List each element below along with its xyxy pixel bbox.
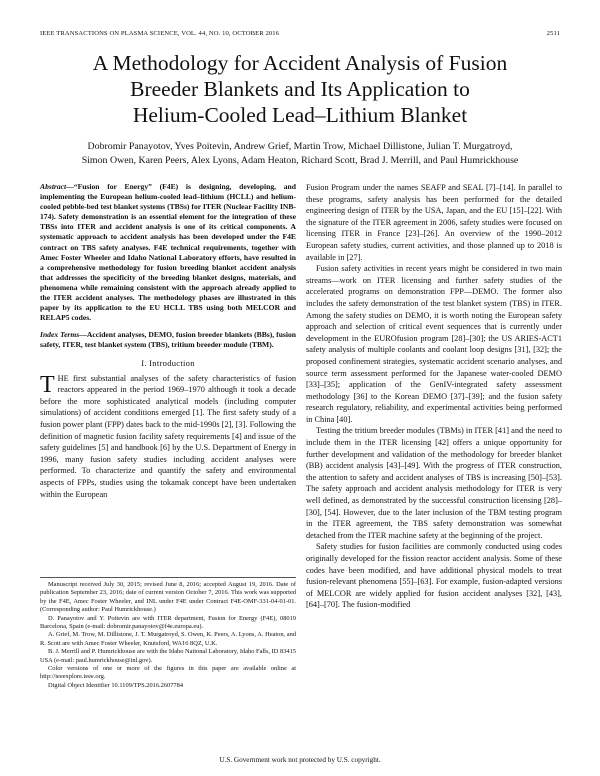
author-line: Simon Owen, Karen Peers, Alex Lyons, Adam Heaton, Richard Scott, Brad J. Merrill, and Paul Humrickhouse	[81, 154, 519, 166]
journal-name: IEEE TRANSACTIONS ON PLASMA SCIENCE, VOL. 44, NO. 10, OCTOBER 2016	[40, 30, 280, 37]
footnote: Digital Object Identifier 10.1109/TPS.2016.2607784	[48, 681, 184, 689]
footnote: Color versions of one or more of the figures in this paper are available online at http://ieeexplore.ieee.org.	[40, 665, 296, 681]
copyright-note: U.S. Government work not protected by U.S. copyright.	[219, 756, 381, 764]
index-terms-text: Accident analyses, DEMO, fusion breeder blankets (BBs), fusion safety, ITER, test blanket system (TBS), tritium breeder module (TBM).	[40, 330, 296, 350]
index-terms-label: Index Terms—	[40, 330, 87, 340]
footnotes	[40, 577, 296, 690]
body-paragraph: Testing the tritium breeder modules (TBMs) in ITER [41] and the need to include them in the ITER licensing [42] offers a unique opportunity for further development and validation of the methodology for breeder blanket (BB) accident analysis [43]–[49]. With the progress of ITER construction, the attention to safety and accident analyses of TBS is increasing [50]–[53]. The safety approach and accident analysis methodology for ITER is very well defined, as demonstrated by the successful construction licensing [28]–[30], [54]. However, due to the later inclusion of the TBM testing program in the ITER agreement, the TBS safety demonstration was somewhat detached from the ITER machine safety at the beginning of the project.	[306, 426, 562, 540]
abstract-label: Abstract—	[40, 182, 74, 191]
intro-paragraph	[40, 373, 296, 501]
paper-title	[40, 50, 560, 128]
section-heading: I. Introduction	[141, 358, 195, 369]
body-paragraph: Fusion Program under the names SEAFP and SEAL [7]–[14]. In parallel to these programs, safety analysis has been performed for the detailed engineering design of ITER by the USA, Japan, and the EU [15]–[22]. With the signature of the ITER agreement in 2006, safety studies were focused on licensing ITER in France [23]–[26]. An overview of the 1990–2012 European safety studies, current activities, and those planned up to 2018 is available in [27].	[306, 183, 562, 262]
intro-text: HE first substantial analyses of the safety characteristics of fusion reactors appeared in the period 1969–1970 although it took a decade before the more sophisticated analytical models (including computer simulations) of accident conditions emerged [1]. The first safety study of a fusion power plant (FPP) dates back to the mid-1990s [2], [3]. Following the definition of magnetic fusion facility safety requirements [4] and issue of the safety guidelines [5] and handbook [6] by the U.S. Department of Energy in 1996, many fusion safety studies including accident analyses were performed. To characterize and quantify the safety and environmental aspects of FPPs, studies using the tokamak concept have been undertaken within the European	[40, 373, 296, 499]
title-line: Breeder Blankets and Its Application to	[130, 77, 470, 101]
title-line: Helium-Cooled Lead–Lithium Blanket	[132, 103, 468, 127]
right-column	[306, 182, 562, 611]
footnote: Manuscript received July 30, 2015; revised June 8, 2016; accepted August 19, 2016. Date of publication September 23, 2016; date of current version October 7, 2016. This work was supported by the F4E, Amec Foster Wheeler, and INL under F4E under Contract F4E-OMF-331-04-01-01. (Corresponding author: Paul Humrickhouse.)	[40, 581, 296, 614]
footnote: A. Grief, M. Trow, M. Dillistone, J. T. Murgatroyd, S. Owen, K. Peers, A. Lyons, A. Heaton, and R. Scott are with Amec Foster Wheeler, Knutsford, WA16 8QZ, U.K.	[40, 631, 296, 647]
author-list	[40, 140, 560, 167]
title-line: A Methodology for Accident Analysis of Fusion	[92, 51, 508, 75]
page-number: 2511	[546, 30, 560, 37]
author-line: Dobromir Panayotov, Yves Poitevin, Andrew Grief, Martin Trow, Michael Dillistone, Julian T. Murgatroyd,	[87, 141, 513, 152]
index-terms	[40, 330, 296, 350]
running-head	[40, 30, 560, 42]
body-paragraph: Fusion safety activities in recent years might be considered in two main streams—work on ITER licensing and further safety studies of the accelerated programs on demonstration FPP—DEMO. The former also includes the safety demonstration of the test blanket system (TBS) in ITER. Among the safety studies on DEMO, it is worth noting the European safety approach and selection of critical event sequences that is currently under development in the EUROfusion program [28]–[30]; the US ARIES-ACT1 safety analysis of multiple coolants and coolant loop designs [31], [32]; the proposed confinement strategies, systematic accident scenario analyses, and source term assessment performed for the Japanese water-cooled DEMO [33]–[35]; application of the GenIV-integrated safety assessment methodology [36] to the Korean DEMO [37]–[39]; and the fusion safety research regulatory, reliability, and experimental activities being performed in China [40].	[306, 264, 562, 424]
abstract	[40, 182, 296, 323]
footnote: B. J. Merrill and P. Humrickhouse are with the Idaho National Laboratory, Idaho Falls, ID 83415 USA (e-mail: paul.humrickhouse@inl.gov).	[40, 648, 296, 664]
body-paragraph: Safety studies for fusion facilities are commonly conducted using codes originally developed for the fission reactor accident analysis. Some of these codes have been modified, and have additional physical models to treat fusion-relevant phenomena [55]–[63]. For example, fusion-adapted versions of MELCOR are widely applied for fusion accident analyses [32], [43], [64]–[70]. The fusion-modified	[306, 542, 562, 610]
abstract-text: “Fusion for Energy” (F4E) is designing, developing, and implementing the European helium-cooled lead–lithium (HCLL) and helium-cooled pebble-bed test blanket systems (TBSs) for ITER (Nuclear Facility INB-174). Safety demonstration is an essential element for the integration of these TBSs into ITER and accident analysis is one of its critical components. A systematic approach to accident analysis has been developed under the F4E contract on TBS safety analyses. F4E technical requirements, together with Amec Foster Wheeler and Idaho National Laboratory efforts, have resulted in a comprehensive methodology for fusion breeding blanket accident analysis that addresses the specificity of the breeding blanket designs, materials, and phenomena while remaining consistent with the approach already applied to the ITER accident analyses. The methodology phases are illustrated in this paper by its application to the EU HCLL TBS using both MELCOR and RELAP5 codes.	[40, 182, 296, 323]
drop-cap: T	[40, 371, 55, 398]
left-column	[40, 182, 296, 500]
footnote: D. Panayotov and Y. Poitevin are with ITER department, Fusion for Energy (F4E), 08019 Barcelona, Spain (e-mail: dobromir.panayotov@f4e.europa.eu).	[40, 614, 296, 631]
